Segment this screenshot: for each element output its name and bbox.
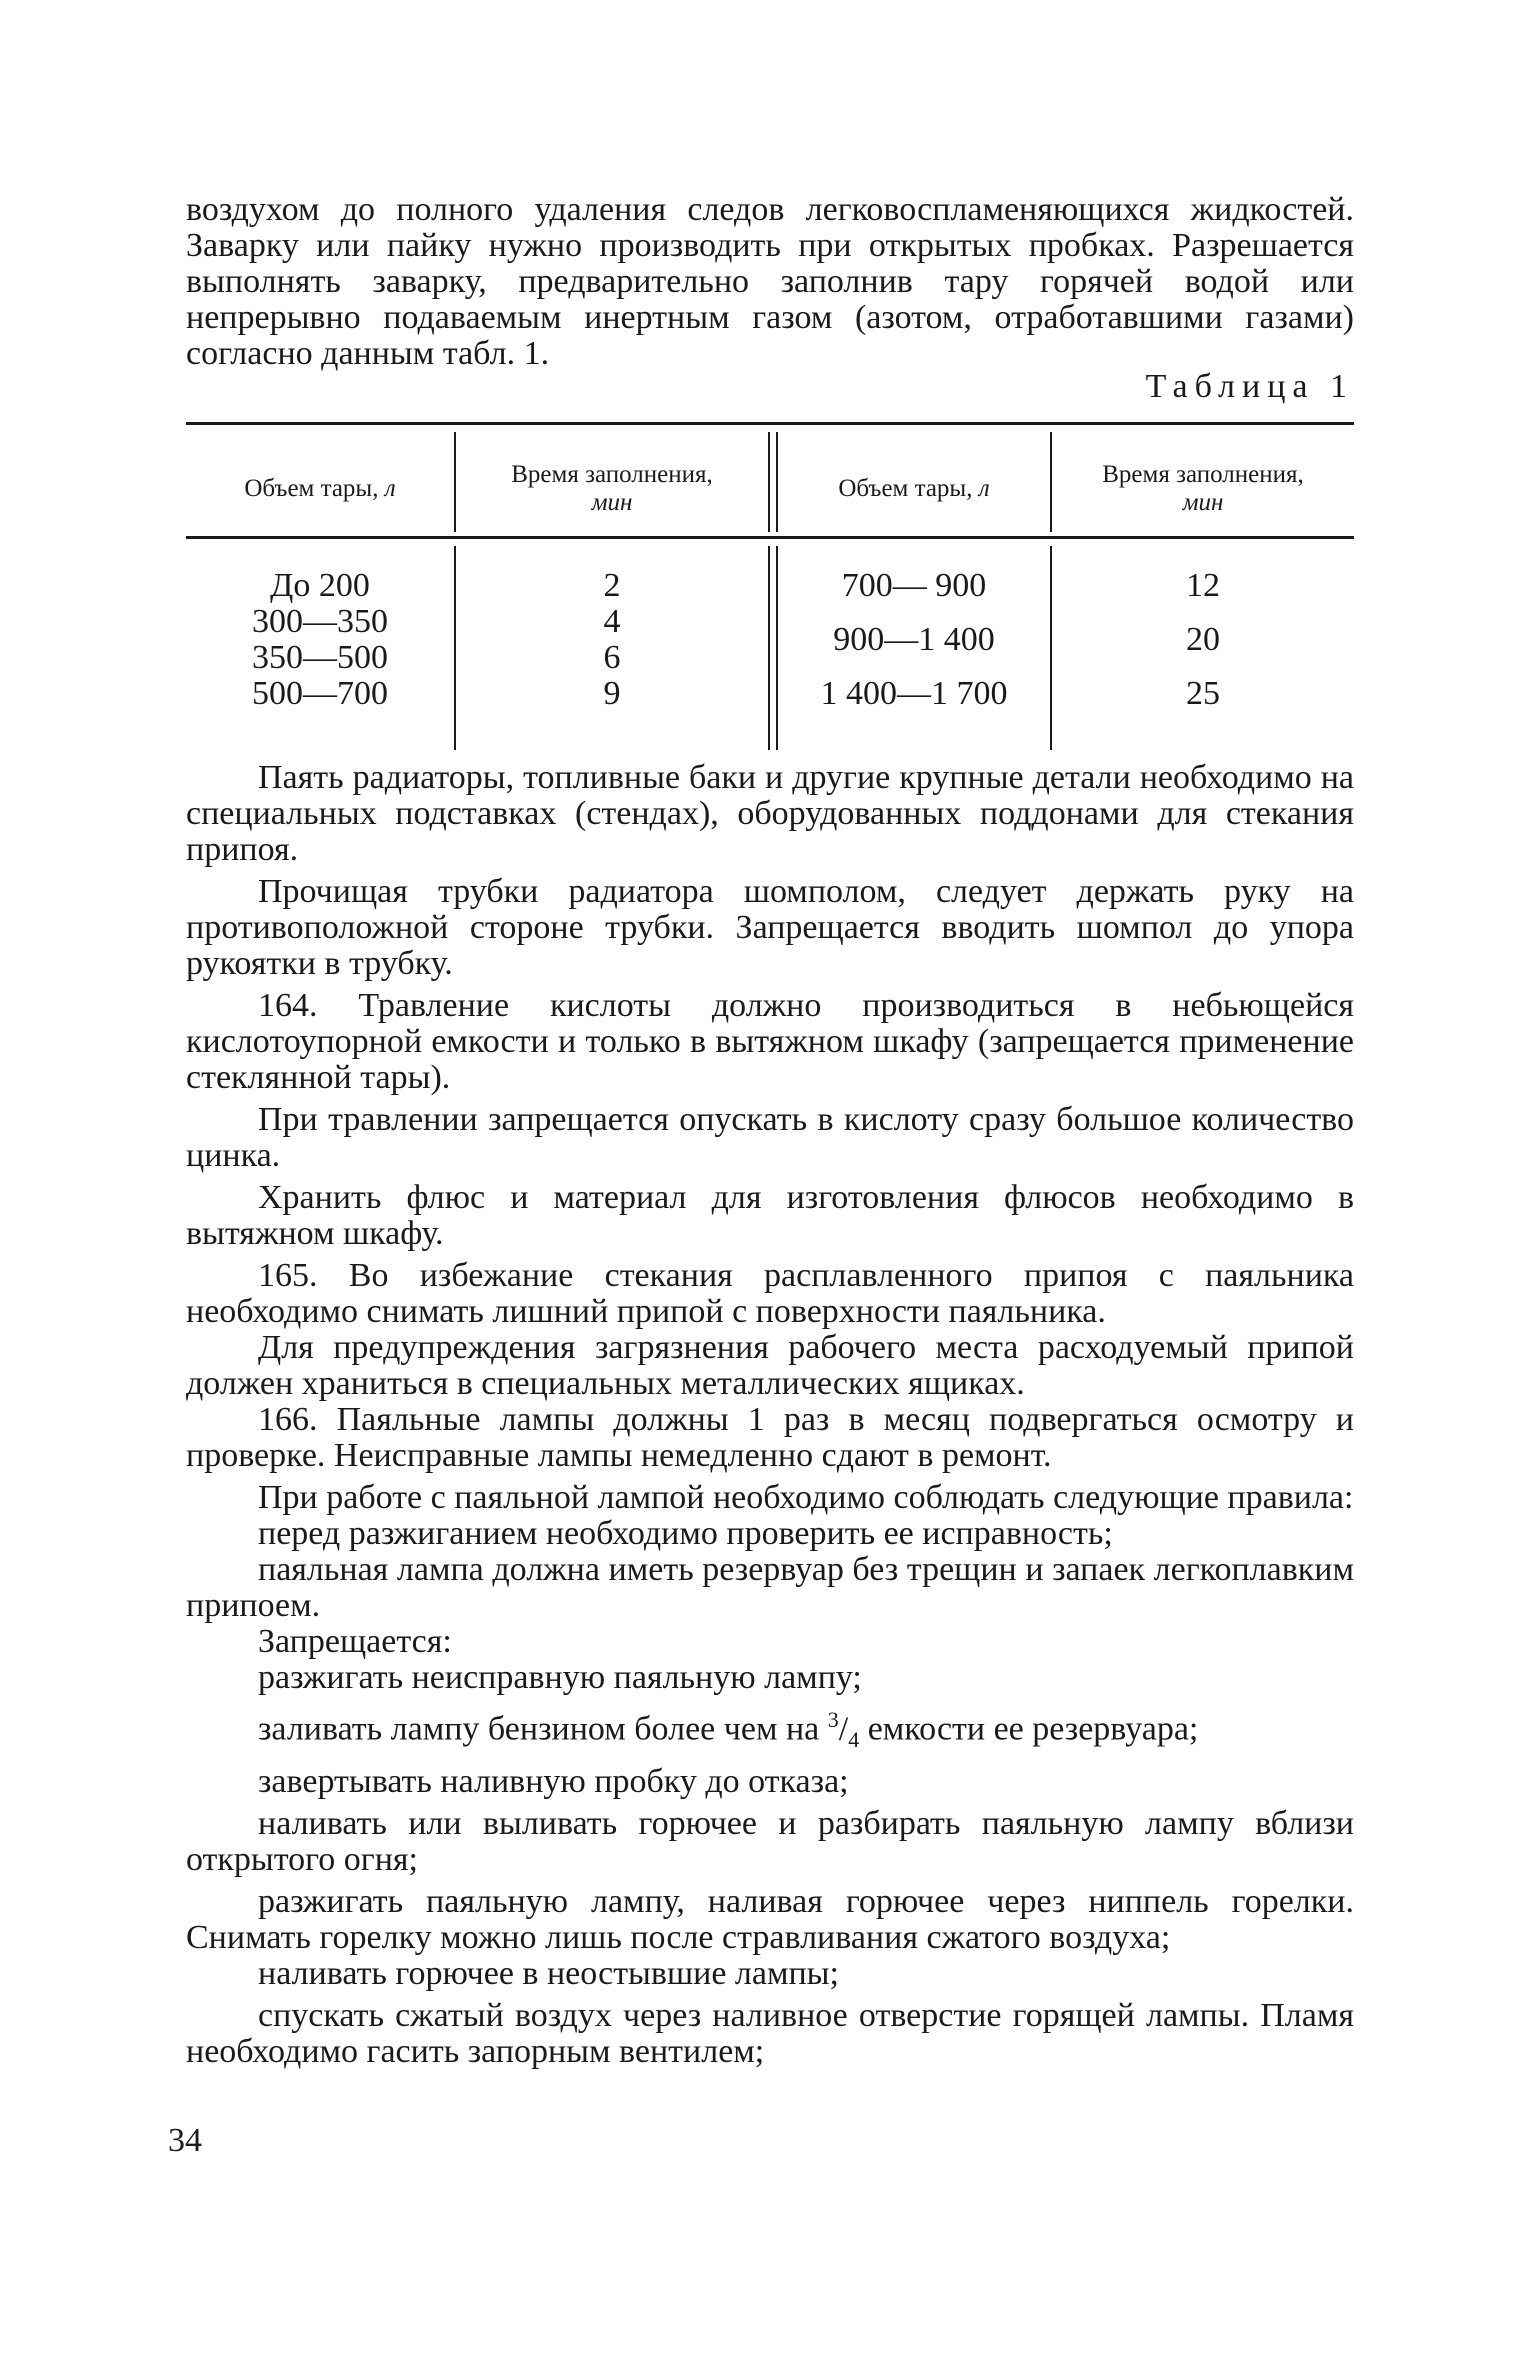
intro-paragraph: воздухом до полного удаления следов легковоспламеняющихся жидкостей. Заварку или пайку нужно производить при открытых пробках. Разрешается выполнять заварку, предварительно заполнив тару горячей водой или непрерывно подаваемым инертным газом (азотом, отработавшими газами) согласно данным табл. 1. (186, 191, 1354, 372)
paragraph: спускать сжатый воздух через наливное отверстие горящей лампы. Пламя необходимо гасить запорным вентилем; (186, 1997, 1354, 2071)
table-cell: 500—700 (252, 675, 388, 712)
body-divider-2a (768, 546, 770, 750)
header-volume-right (778, 446, 1050, 532)
fraction-numerator: 3 (827, 1707, 839, 1732)
fraction-denominator: 4 (848, 1727, 860, 1753)
paragraph: завертывать наливную пробку до отказа; (258, 1763, 849, 1801)
header-time-right-text: Время заполнения, (1102, 461, 1304, 488)
page-number: 34 (168, 2122, 202, 2159)
table-cell: 350—500 (252, 639, 388, 676)
table-cell: 900—1 400 (833, 621, 995, 658)
left-volumes-column (186, 568, 454, 712)
header-time-right-unit: мин (1182, 489, 1224, 516)
table-cell: 9 (603, 675, 621, 712)
paragraph: разжигать неисправную паяльную лампу; (258, 1659, 862, 1696)
fraction-suffix-text: емкости ее резервуара; (859, 1710, 1199, 1748)
paragraph: 165. Во избежание стекания расплавленного припоя с паяльника необходимо снимать лишний припой с поверхности паяльника. (186, 1257, 1354, 1330)
table-cell: 12 (1186, 567, 1220, 604)
paragraph: перед разжиганием необходимо проверить ее исправность; (258, 1515, 1113, 1552)
table-cell: 25 (1186, 675, 1220, 712)
table-cell: До 200 (270, 567, 370, 604)
paragraph: При работе с паяльной лампой необходимо соблюдать следующие правила: (258, 1479, 1354, 1516)
paragraph: наливать горючее в неостывшие лампы; (258, 1955, 839, 1993)
paragraph: заливать лампу бензином более чем на $^3/_4$ емкости ее резервуара; (258, 1707, 1199, 1753)
paragraph: 164. Травление кислоты должно производиться в небьющейся кислотоупорной емкости и только в вытяжном шкафу (запрещается применение стеклянной тары). (186, 987, 1354, 1096)
header-time-left (456, 446, 768, 532)
table-caption: Таблица 1 (1145, 368, 1354, 405)
right-times-column (1052, 568, 1354, 730)
paragraph: При травлении запрещается опускать в кислоту сразу большое количество цинка. (186, 1101, 1354, 1174)
paragraph: Паять радиаторы, топливные баки и другие крупные детали необходимо на специальных подставках (стендах), оборудованных поддонами для стекания припоя. (186, 759, 1354, 868)
header-volume-right-text: Объем тары, (838, 475, 973, 502)
paragraph: наливать или выливать горючее и разбирать паяльную лампу вблизи открытого огня; (186, 1805, 1354, 1879)
table-cell: 700— 900 (841, 567, 987, 604)
paragraph: Хранить флюс и материал для изготовления флюсов необходимо в вытяжном шкафу. (186, 1179, 1354, 1252)
left-times-column (456, 568, 768, 712)
header-volume-left-unit: л (384, 475, 396, 502)
paragraph: разжигать паяльную лампу, наливая горючее через ниппель горелки. Снимать горелку можно лишь после стравливания сжатого воздуха; (186, 1883, 1354, 1957)
header-volume-right-unit: л (978, 475, 990, 502)
table-top-rule (186, 422, 1354, 425)
header-volume-left (186, 446, 454, 532)
paragraph: Запрещается: (258, 1623, 452, 1660)
intro-section (186, 192, 1354, 372)
right-volumes-column (778, 568, 1050, 730)
paragraph: Для предупреждения загрязнения рабочего места расходуемый припой должен храниться в специальных металлических ящиках. (186, 1329, 1354, 1402)
header-volume-left-text: Объем тары, (244, 475, 379, 502)
header-time-left-unit: мин (591, 489, 633, 516)
table-cell: 4 (603, 603, 621, 640)
paragraph: 166. Паяльные лампы должны 1 раз в месяц подвергаться осмотру и проверке. Неисправные лампы немедленно сдают в ремонт. (186, 1401, 1354, 1474)
table-cell: 300—350 (252, 603, 388, 640)
header-time-right (1052, 446, 1354, 532)
table-header-rule (186, 536, 1354, 539)
header-divider-2a (768, 432, 770, 532)
table-cell: 6 (603, 639, 621, 676)
table-cell: 2 (603, 567, 621, 604)
fraction-prefix-text: заливать лампу бензином более чем на (258, 1710, 828, 1748)
header-time-left-text: Время заполнения, (511, 461, 713, 488)
paragraph: Прочищая трубки радиатора шомполом, следует держать руку на противоположной стороне трубки. Запрещается вводить шомпол до упора рукоятки в трубку. (186, 873, 1354, 982)
body-section (186, 760, 1354, 2070)
table-cell: 1 400—1 700 (820, 675, 1008, 712)
paragraph: паяльная лампа должна иметь резервуар без трещин и запаек легкоплавким припоем. (186, 1551, 1354, 1624)
table-cell: 20 (1186, 621, 1220, 658)
fill-time-table (186, 416, 1354, 752)
